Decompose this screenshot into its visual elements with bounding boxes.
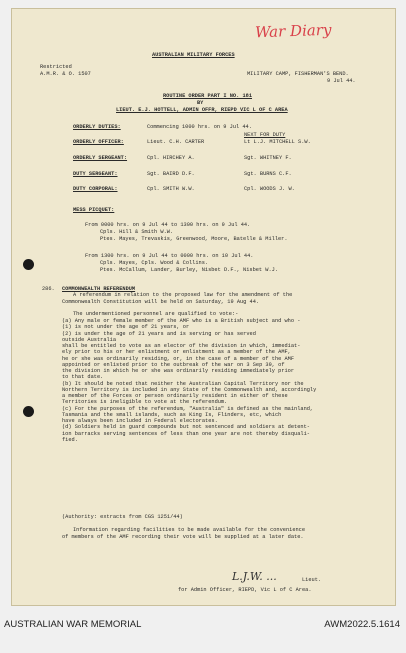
duty-name: Lieut. C.H. CARTER bbox=[147, 139, 205, 145]
classification: Restricted bbox=[40, 64, 72, 70]
duty-role: ORDERLY OFFICER: bbox=[73, 139, 124, 145]
signatory-rank: Lieut. bbox=[302, 577, 322, 583]
qualification-line: (d) Soldiers held in guard compounds but not sentenced and soldiers at detent- bbox=[62, 424, 310, 431]
duty-role: DUTY SERGEANT: bbox=[73, 171, 118, 177]
picquet-heading: MESS PICQUET: bbox=[73, 207, 115, 213]
qualification-line: (1) is not under the age of 21 years, or bbox=[62, 324, 190, 331]
signatory-line: for Admin Officer, RIEPD, Vic L of C Area. bbox=[178, 587, 312, 593]
qualification-list bbox=[62, 318, 316, 443]
signature: L.J.W. ... bbox=[232, 570, 277, 583]
authority-reference: (Authority: extracts from CGS 1251/44) bbox=[62, 514, 183, 520]
section-heading: COMMONWEALTH REFERENDUM bbox=[62, 286, 136, 292]
duty-role: DUTY CORPORAL: bbox=[73, 186, 118, 192]
closing-text: Information regarding facilities to be made available for the convenience bbox=[73, 527, 306, 533]
picquet-shift-names: Ptes. Mayes, Trevaskis, Greenwood, Moore, Batelle & Miller. bbox=[100, 236, 288, 242]
order-by: BY bbox=[197, 100, 204, 106]
duty-role: ORDERLY SERGEANT: bbox=[73, 155, 128, 161]
section-intro: A referendum in relation to the proposed law for the amendment of the bbox=[73, 292, 293, 298]
qualification-line: (a) Any male or female member of the AMF who is a British subject and who - bbox=[62, 318, 301, 324]
qualification-line: (2) is under the age of 21 years and is serving or has served bbox=[62, 330, 256, 337]
duty-next: Lt L.J. MITCHELL S.W. bbox=[244, 139, 311, 145]
punch-hole bbox=[23, 259, 34, 270]
picquet-shift-time: From 1300 hrs. on 9 Jul 44 to 0000 hrs. on 10 Jul 44. bbox=[85, 253, 254, 259]
section-intro: Commonwealth Constitution will be held on Saturday, 19 Aug 44. bbox=[62, 299, 260, 305]
location: MILITARY CAMP, FISHERMAN'S BEND. bbox=[247, 71, 349, 77]
duty-name: Cpl. HIRCHEY A. bbox=[147, 155, 195, 161]
duty-role: ORDERLY DUTIES: bbox=[73, 124, 121, 130]
duty-name: Cpl. SMITH W.W. bbox=[147, 186, 195, 192]
order-authority: LIEUT. E.J. HOTTELL, ADMIN OFFR, RIEPD VIC L OF C AREA bbox=[116, 107, 288, 113]
qualification-line: the division in which he or she was ordinarily residing immediately prior bbox=[62, 368, 295, 374]
form-reference: A.M.R. & O. 1507 bbox=[40, 71, 91, 77]
qualification-line: fied. bbox=[62, 436, 78, 443]
qualification-line: ely prior to his or her enlistment or enlistment as a member of the AMF, bbox=[62, 349, 291, 356]
picquet-shift-names: Cpls. Hill & Smith W.W. bbox=[100, 229, 174, 235]
qualification-line: a member of the Forces or person ordinarily resident in either of these bbox=[62, 393, 288, 399]
qualification-line: appointed or enlisted prior to the outbreak of the war on 3 Sep 39, of bbox=[62, 361, 285, 368]
picquet-shift-names: Cpls. Mayes, Cpls. Wood & Collins. bbox=[100, 260, 209, 266]
qualification-line: outside Australia bbox=[62, 336, 117, 343]
qualification-line: Northern Territory is included in any State of the Commonwealth and, accordingly bbox=[62, 386, 317, 393]
duty-name: Commencing 1000 hrs. on 9 Jul 44. bbox=[147, 124, 252, 130]
duty-next: Cpl. WOODS J. W. bbox=[244, 186, 295, 192]
footer-accession: AWM2022.5.1614 bbox=[324, 619, 400, 630]
qualification-line: Territories is ineligible to vote at the referendum. bbox=[62, 399, 228, 406]
order-title: ROUTINE ORDER PART I NO. 181 bbox=[163, 93, 253, 99]
punch-hole bbox=[23, 406, 34, 417]
closing-text: of members of the AMF recording their vote will be supplied at a later date. bbox=[62, 534, 304, 540]
qualification-line: (b) It should be noted that neither the Australian Capital Territory nor the bbox=[62, 380, 304, 387]
footer-institution: AUSTRALIAN WAR MEMORIAL bbox=[4, 619, 142, 630]
war-diary-annotation: War Diary bbox=[254, 20, 332, 42]
qualification-line: to that date. bbox=[62, 374, 104, 381]
duty-next: Sgt. WHITNEY F. bbox=[244, 155, 292, 161]
order-date: 9 Jul 44. bbox=[327, 78, 356, 84]
qualification-line: (c) For the purposes of the referendum, "Australia" is defined as the mainland, bbox=[62, 405, 314, 412]
picquet-shift-time: From 0000 hrs. on 9 Jul 44 to 1300 hrs. on 9 Jul 44. bbox=[85, 222, 251, 228]
qualification-line: he or she was ordinarily residing, or, in the case of a member of the AMF bbox=[62, 355, 295, 362]
qualification-line: have always been included in Federal electorates. bbox=[62, 418, 218, 424]
qualification-intro: The undermentioned personnel are qualified to vote:- bbox=[73, 311, 239, 317]
section-number: 286. bbox=[42, 286, 55, 292]
qualification-line: Tasmania and the small islands, such as King Is, Flinders, etc, which bbox=[62, 411, 282, 418]
footer-bar bbox=[0, 607, 406, 653]
duty-name: Sgt. BAIRD D.F. bbox=[147, 171, 195, 177]
qualification-line: ion barracks serving sentences of less than one year are not thereby disquali- bbox=[62, 430, 310, 437]
next-for-duty-heading: NEXT FOR DUTY bbox=[244, 132, 286, 138]
picquet-shift-names: Ptes. McCallum, Lander, Burley, Nisbet D.F., Nisbet W.J. bbox=[100, 267, 279, 273]
duty-next: Sgt. BURNS C.F. bbox=[244, 171, 292, 177]
qualification-line: shall be entitled to vote as an elector of the division in which, immediat- bbox=[62, 343, 301, 349]
document-title: AUSTRALIAN MILITARY FORCES bbox=[152, 52, 235, 58]
